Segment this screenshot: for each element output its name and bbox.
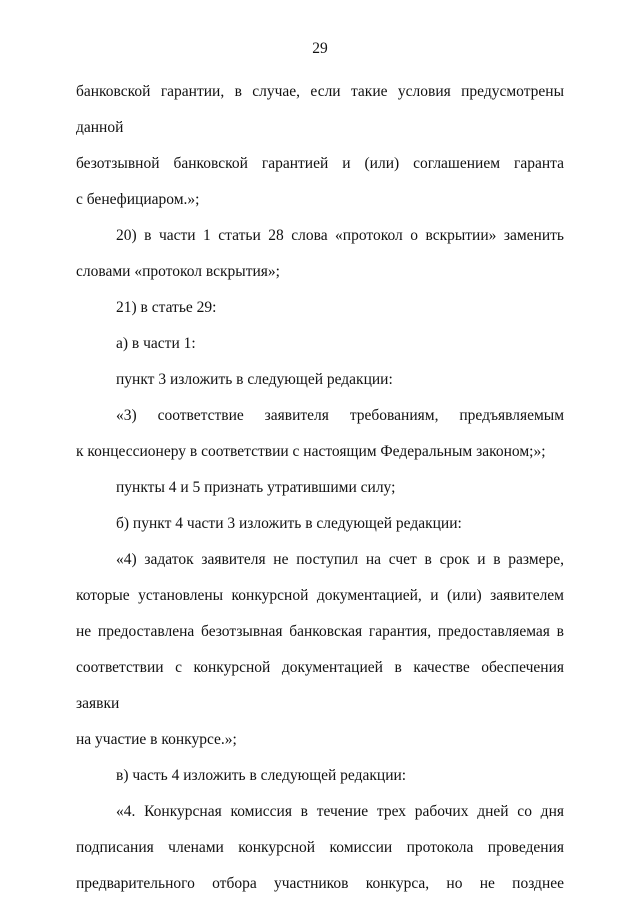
text-line: предварительного отбора участников конкурса, но не позднее	[76, 875, 564, 892]
text-line: в) часть 4 изложить в следующей редакции:	[116, 767, 407, 784]
text-line: 20) в части 1 статьи 28 слова «протокол о вскрытии» заменить	[116, 227, 564, 244]
text-line: «4. Конкурсная комиссия в течение трех рабочих дней со дня	[116, 803, 564, 820]
text-line: на участие в конкурсе.»;	[76, 731, 237, 748]
text-line: 21) в статье 29:	[116, 299, 217, 316]
text-line: безотзывной банковской гарантией и (или) соглашением гаранта	[76, 155, 564, 172]
document-body	[76, 74, 564, 902]
text-line: с бенефициаром.»;	[76, 191, 200, 208]
text-line: а) в части 1:	[116, 335, 196, 352]
text-line: б) пункт 4 части 3 изложить в следующей редакции:	[116, 515, 462, 532]
text-line: соответствии с конкурсной документацией в качестве обеспечения заявки	[76, 659, 564, 712]
text-line: пункты 4 и 5 признать утратившими силу;	[116, 479, 396, 496]
text-line: которые установлены конкурсной документацией, и (или) заявителем	[76, 587, 564, 604]
text-line: «4) задаток заявителя не поступил на счет в срок и в размере,	[116, 551, 564, 568]
text-line: к концессионеру в соответствии с настоящим Федеральным законом;»;	[76, 443, 546, 460]
text-line: не предоставлена безотзывная банковская гарантия, предоставляемая в	[76, 623, 564, 640]
text-line: словами «протокол вскрытия»;	[76, 263, 280, 280]
page-number: 29	[312, 40, 328, 57]
text-line: банковской гарантии, в случае, если такие условия предусмотрены данной	[76, 83, 564, 136]
text-line: подписания членами конкурсной комиссии протокола проведения	[76, 839, 564, 856]
text-line: пункт 3 изложить в следующей редакции:	[116, 371, 393, 388]
text-line: «3) соответствие заявителя требованиям, предъявляемым	[116, 407, 564, 424]
